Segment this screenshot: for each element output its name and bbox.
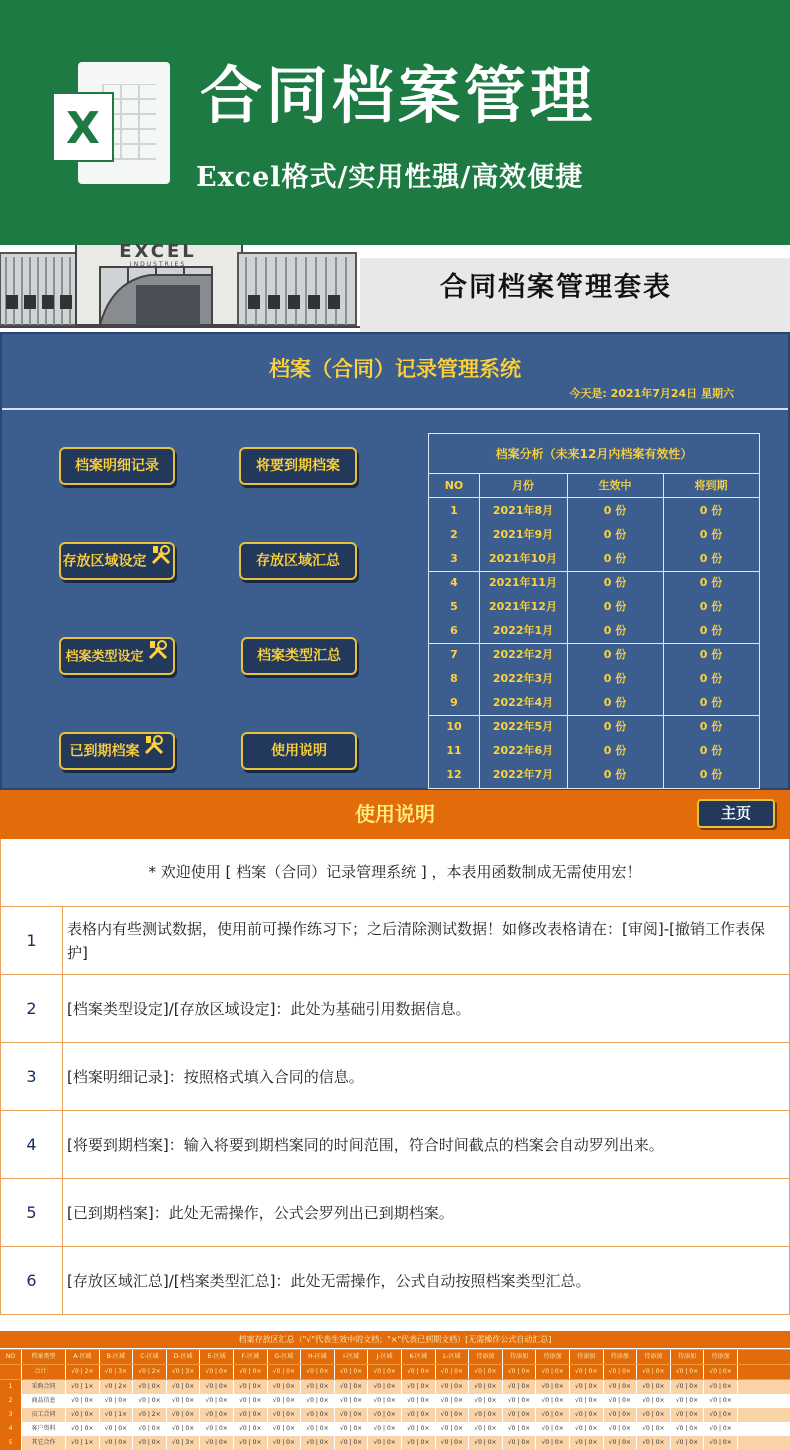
summary-cell: 客户资料 xyxy=(22,1422,66,1436)
summary-cell: √0 | 0× xyxy=(100,1422,134,1436)
analysis-cell-no: 4 xyxy=(450,576,458,589)
summary-cell: √0 | 0× xyxy=(368,1394,402,1408)
summary-cell: √0 | 0× xyxy=(301,1436,335,1450)
detail-record-label: 档案明细记录 xyxy=(75,458,159,474)
summary-cell: A-区域 xyxy=(66,1350,100,1364)
summary-cell: √0 | 0× xyxy=(301,1422,335,1436)
instruction-text: [将要到期档案]：输入将要到期档案同的时间范围，符合时间截点的档案会自动罗列出来。 xyxy=(67,1135,664,1154)
summary-cell: √0 | 0× xyxy=(301,1408,335,1422)
type-setting-label: 档案类型设定 xyxy=(65,649,144,665)
summary-cell: √0 | 0× xyxy=(436,1408,470,1422)
summary-cell: √0 | 0× xyxy=(469,1408,503,1422)
analysis-cell-no: 3 xyxy=(450,552,458,565)
analysis-cell-expiring: 0 份 xyxy=(699,504,723,517)
summary-cell: √0 | 0× xyxy=(200,1394,234,1408)
summary-cell: √0 | 0× xyxy=(167,1394,201,1408)
summary-cell: C-区域 xyxy=(133,1350,167,1364)
welcome-message: * 欢迎使用 [ 档案（合同）记录管理系统 ] ，本表用函数制成无需使用宏！ xyxy=(0,839,790,907)
summary-cell: √0 | 0× xyxy=(368,1422,402,1436)
home-button[interactable]: 主页 xyxy=(697,799,775,828)
summary-cell: √0 | 0× xyxy=(704,1380,738,1394)
analysis-cell-expiring: 0 份 xyxy=(699,768,723,781)
tools-icon xyxy=(143,734,165,769)
summary-cell: √0 | 0× xyxy=(402,1436,436,1450)
summary-cell: √0 | 0× xyxy=(335,1436,369,1450)
summary-cell: √0 | 0× xyxy=(503,1436,537,1450)
analysis-cell-active: 0 份 xyxy=(603,744,627,757)
summary-cell: √0 | 0× xyxy=(637,1422,671,1436)
analysis-cell-active: 0 份 xyxy=(603,552,627,565)
analysis-cell-month: 2021年9月 xyxy=(492,528,554,541)
manual-button[interactable] xyxy=(241,732,357,770)
analysis-cell-no: 9 xyxy=(450,696,458,709)
summary-cell: √0 | 0× xyxy=(637,1365,671,1379)
analysis-cell-expiring: 0 份 xyxy=(699,720,723,733)
summary-cell: L-区域 xyxy=(436,1350,470,1364)
analysis-cell-no: 5 xyxy=(450,600,458,613)
analysis-cell-month: 2022年7月 xyxy=(492,768,554,781)
summary-cell: √0 | 0× xyxy=(66,1408,100,1422)
summary-cell: √0 | 0× xyxy=(469,1422,503,1436)
instruction-number: 6 xyxy=(1,1247,63,1314)
summary-cell: √0 | 0× xyxy=(570,1365,604,1379)
analysis-cell-expiring: 0 份 xyxy=(699,648,723,661)
analysis-cell-active: 0 份 xyxy=(603,504,627,517)
summary-cell: √0 | 0× xyxy=(704,1408,738,1422)
summary-cell: √0 | 1× xyxy=(100,1408,134,1422)
summary-cell: √0 | 3× xyxy=(100,1365,134,1379)
banner-subtitle: Excel格式/实用性强/高效便捷 xyxy=(196,162,584,193)
summary-cell: 2 xyxy=(0,1394,22,1408)
summary-cell: √0 | 0× xyxy=(637,1436,671,1450)
summary-cell: √0 | 0× xyxy=(671,1408,705,1422)
summary-cell: √0 | 0× xyxy=(671,1394,705,1408)
expiring-archive-label: 将要到期档案 xyxy=(256,458,340,474)
analysis-cell-expiring: 0 份 xyxy=(699,552,723,565)
summary-cell: 5 xyxy=(0,1436,22,1450)
instruction-row xyxy=(0,1043,790,1111)
analysis-cell-month: 2022年6月 xyxy=(492,744,554,757)
type-summary-label: 档案类型汇总 xyxy=(257,648,341,664)
summary-cell: √0 | 0× xyxy=(268,1422,302,1436)
summary-cell: 员工合同 xyxy=(22,1408,66,1422)
summary-cell: 合计： xyxy=(22,1365,66,1379)
summary-cell: √0 | 0× xyxy=(402,1365,436,1379)
analysis-cell-expiring: 0 份 xyxy=(699,624,723,637)
instruction-number: 2 xyxy=(1,975,63,1042)
summary-cell: G-区域 xyxy=(268,1350,302,1364)
area-summary-table xyxy=(0,1331,790,1446)
dashboard-title: 档案（合同）记录管理系统 xyxy=(269,357,521,381)
summary-cell: √0 | 0× xyxy=(402,1380,436,1394)
summary-cell: √0 | 0× xyxy=(200,1365,234,1379)
area-summary-label: 存放区域汇总 xyxy=(256,553,340,569)
summary-row xyxy=(0,1394,790,1408)
analysis-cell-month: 2022年4月 xyxy=(492,696,554,709)
summary-cell: B-区域 xyxy=(100,1350,134,1364)
summary-row xyxy=(0,1408,790,1422)
analysis-cell-month: 2022年2月 xyxy=(492,648,554,661)
summary-cell: √0 | 0× xyxy=(604,1436,638,1450)
summary-cell: √0 | 0× xyxy=(604,1380,638,1394)
analysis-cell-active: 0 份 xyxy=(603,528,627,541)
analysis-header-no: NO xyxy=(444,479,464,492)
instruction-text: [存放区域汇总]/[档案类型汇总]：此处无需操作，公式自动按照档案类型汇总。 xyxy=(67,1271,591,1290)
dashboard-date: 今天是: 2021年7月24日 星期六 xyxy=(569,387,734,400)
summary-cell: √0 | 1× xyxy=(66,1380,100,1394)
summary-cell: √0 | 0× xyxy=(268,1436,302,1450)
analysis-cell-active: 0 份 xyxy=(603,696,627,709)
summary-cell: √0 | 0× xyxy=(200,1422,234,1436)
summary-cell: H-区域 xyxy=(301,1350,335,1364)
banner xyxy=(0,0,790,245)
summary-cell: 待添加 xyxy=(704,1350,738,1364)
summary-cell: √0 | 0× xyxy=(503,1365,537,1379)
analysis-cell-no: 11 xyxy=(446,744,462,757)
instruction-number: 4 xyxy=(1,1111,63,1178)
summary-cell: J-区域 xyxy=(368,1350,402,1364)
excel-logo-letter: X xyxy=(52,92,114,162)
analysis-cell-month: 2021年8月 xyxy=(492,504,554,517)
summary-cell: √0 | 0× xyxy=(167,1422,201,1436)
summary-cell: 商品信息 xyxy=(22,1394,66,1408)
summary-cell: √0 | 0× xyxy=(436,1436,470,1450)
summary-cell: 4 xyxy=(0,1422,22,1436)
summary-cell: √0 | 0× xyxy=(604,1394,638,1408)
summary-cell: √0 | 0× xyxy=(234,1394,268,1408)
summary-cell: √0 | 0× xyxy=(133,1422,167,1436)
factory-sign-line1: EXCEL xyxy=(119,241,197,262)
summary-title: 档案存放区汇总（"√"代表生效中的文档；"×"代表已到期文档）[无需操作公式自动汇总] xyxy=(0,1331,790,1349)
summary-cell: E-区域 xyxy=(200,1350,234,1364)
instruction-number: 3 xyxy=(1,1043,63,1110)
expiring-archive-button[interactable] xyxy=(239,447,357,485)
factory-sign-line2: INDUSTRIES xyxy=(129,261,187,268)
expired-archive-label: 已到期档案 xyxy=(69,743,140,760)
summary-cell: √0 | 0× xyxy=(570,1422,604,1436)
summary-header-row xyxy=(0,1350,790,1364)
title-strip xyxy=(0,241,790,332)
summary-cell: √0 | 0× xyxy=(66,1394,100,1408)
type-summary-button[interactable] xyxy=(241,637,357,675)
summary-cell: √0 | 0× xyxy=(402,1422,436,1436)
instruction-row xyxy=(0,1179,790,1247)
summary-cell: √0 | 2× xyxy=(100,1380,134,1394)
analysis-table xyxy=(428,433,760,789)
summary-cell: √0 | 0× xyxy=(301,1365,335,1379)
analysis-cell-expiring: 0 份 xyxy=(699,696,723,709)
summary-cell: √0 | 0× xyxy=(503,1408,537,1422)
analysis-cell-active: 0 份 xyxy=(603,648,627,661)
summary-cell: √0 | 0× xyxy=(436,1380,470,1394)
summary-cell: √0 | 3× xyxy=(167,1365,201,1379)
summary-cell: √0 | 0× xyxy=(301,1394,335,1408)
summary-cell: √0 | 0× xyxy=(200,1380,234,1394)
summary-cell: 采购合同 xyxy=(22,1380,66,1394)
summary-cell: √0 | 0× xyxy=(503,1380,537,1394)
summary-cell: √0 | 0× xyxy=(100,1436,134,1450)
summary-cell xyxy=(0,1365,22,1379)
summary-cell: 3 xyxy=(0,1408,22,1422)
analysis-cell-no: 12 xyxy=(446,768,462,781)
instruction-row xyxy=(0,1247,790,1315)
summary-cell: √0 | 0× xyxy=(234,1365,268,1379)
summary-cell: √0 | 0× xyxy=(268,1365,302,1379)
summary-cell: √0 | 0× xyxy=(200,1436,234,1450)
summary-cell: F-区域 xyxy=(234,1350,268,1364)
banner-title: 合同档案管理 xyxy=(200,59,597,132)
summary-row xyxy=(0,1436,790,1450)
area-setting-label: 存放区域设定 xyxy=(62,553,147,570)
analysis-cell-active: 0 份 xyxy=(603,672,627,685)
instruction-text: [档案类型设定]/[存放区域设定]：此处为基础引用数据信息。 xyxy=(67,999,471,1018)
instruction-row xyxy=(0,1111,790,1179)
summary-cell: √0 | 0× xyxy=(570,1408,604,1422)
expired-archive-button[interactable] xyxy=(59,732,175,770)
instruction-number: 1 xyxy=(1,907,63,974)
analysis-cell-month: 2021年11月 xyxy=(489,576,557,589)
summary-cell: √0 | 0× xyxy=(436,1422,470,1436)
summary-cell: √0 | 0× xyxy=(671,1436,705,1450)
summary-cell: √0 | 0× xyxy=(402,1408,436,1422)
summary-cell: 待添加 xyxy=(570,1350,604,1364)
summary-cell: √0 | 0× xyxy=(604,1408,638,1422)
analysis-cell-month: 2022年3月 xyxy=(492,672,554,685)
instruction-text: [已到期档案]：此处无需操作，公式会罗列出已到期档案。 xyxy=(67,1203,454,1222)
summary-cell: √0 | 0× xyxy=(604,1365,638,1379)
summary-cell: √0 | 0× xyxy=(704,1365,738,1379)
summary-cell: √0 | 0× xyxy=(536,1436,570,1450)
analysis-cell-expiring: 0 份 xyxy=(699,744,723,757)
summary-cell: D-区域 xyxy=(167,1350,201,1364)
summary-cell: √0 | 0× xyxy=(637,1380,671,1394)
summary-cell: √0 | 0× xyxy=(536,1422,570,1436)
summary-cell: √0 | 0× xyxy=(604,1422,638,1436)
summary-cell: √0 | 0× xyxy=(66,1422,100,1436)
summary-cell: √0 | 0× xyxy=(234,1408,268,1422)
analysis-title: 档案分析（未来12月内档案有效性） xyxy=(429,434,759,474)
analysis-header-active: 生效中 xyxy=(598,479,632,492)
analysis-cell-no: 8 xyxy=(450,672,458,685)
manual-label: 使用说明 xyxy=(271,743,327,759)
analysis-cell-active: 0 份 xyxy=(603,600,627,613)
instructions-header xyxy=(0,790,790,839)
summary-cell: √0 | 1× xyxy=(66,1436,100,1450)
instruction-row xyxy=(0,975,790,1043)
summary-cell: √0 | 3× xyxy=(167,1436,201,1450)
summary-cell: 1 xyxy=(0,1380,22,1394)
dashboard-header xyxy=(2,334,788,410)
summary-cell: √0 | 0× xyxy=(503,1394,537,1408)
summary-cell: √0 | 0× xyxy=(200,1408,234,1422)
summary-cell: √0 | 0× xyxy=(368,1436,402,1450)
analysis-cell-active: 0 份 xyxy=(603,624,627,637)
summary-cell: 档案类型 xyxy=(22,1350,66,1364)
summary-cell: √0 | 0× xyxy=(536,1365,570,1379)
analysis-cell-no: 10 xyxy=(446,720,462,733)
summary-cell: 待添加 xyxy=(604,1350,638,1364)
summary-cell: √0 | 2× xyxy=(66,1365,100,1379)
analysis-cell-month: 2021年10月 xyxy=(489,552,557,565)
analysis-cell-active: 0 份 xyxy=(603,576,627,589)
type-setting-button[interactable] xyxy=(59,637,175,675)
summary-cell: NO xyxy=(0,1350,22,1364)
strip-title: 合同档案管理套表 xyxy=(440,272,672,303)
summary-cell: √0 | 0× xyxy=(368,1380,402,1394)
summary-cell: √0 | 0× xyxy=(469,1394,503,1408)
summary-cell: √0 | 0× xyxy=(133,1380,167,1394)
area-setting-button[interactable] xyxy=(59,542,175,580)
analysis-header-expiring: 将到期 xyxy=(694,479,728,492)
summary-cell: 待添加 xyxy=(469,1350,503,1364)
analysis-cell-month: 2022年1月 xyxy=(492,624,554,637)
analysis-cell-expiring: 0 份 xyxy=(699,528,723,541)
instruction-text: 表格内有些测试数据，使用前可操作练习下；之后清除测试数据！如修改表格请在：[审阅]-[撤销工作表保护] xyxy=(67,919,765,962)
summary-cell: 待添加 xyxy=(503,1350,537,1364)
tools-icon xyxy=(150,544,172,579)
factory-sign xyxy=(100,243,216,269)
analysis-cell-no: 1 xyxy=(450,504,458,517)
summary-cell: √0 | 0× xyxy=(704,1436,738,1450)
summary-cell: √0 | 0× xyxy=(503,1422,537,1436)
summary-cell: √0 | 0× xyxy=(301,1380,335,1394)
summary-cell: 待添加 xyxy=(671,1350,705,1364)
summary-cell: √0 | 0× xyxy=(570,1394,604,1408)
summary-cell: √0 | 0× xyxy=(469,1380,503,1394)
instructions-section xyxy=(0,790,790,1316)
summary-cell: √0 | 0× xyxy=(704,1394,738,1408)
summary-cell: 其它合作 xyxy=(22,1436,66,1450)
instruction-text: [档案明细记录]：按照格式填入合同的信息。 xyxy=(67,1067,364,1086)
analysis-cell-no: 2 xyxy=(450,528,458,541)
summary-cell: √0 | 0× xyxy=(637,1394,671,1408)
summary-cell: √0 | 0× xyxy=(133,1394,167,1408)
summary-cell: 待添加 xyxy=(637,1350,671,1364)
summary-cell: √0 | 0× xyxy=(167,1408,201,1422)
summary-cell: √0 | 0× xyxy=(167,1380,201,1394)
analysis-cell-no: 6 xyxy=(450,624,458,637)
analysis-cell-expiring: 0 份 xyxy=(699,600,723,613)
summary-cell: √0 | 0× xyxy=(637,1408,671,1422)
analysis-cell-no: 7 xyxy=(450,648,458,661)
analysis-cell-expiring: 0 份 xyxy=(699,576,723,589)
summary-cell: √0 | 0× xyxy=(335,1408,369,1422)
summary-cell: √0 | 0× xyxy=(469,1436,503,1450)
summary-cell: √0 | 0× xyxy=(133,1436,167,1450)
summary-cell: I-区域 xyxy=(335,1350,369,1364)
analysis-cell-expiring: 0 份 xyxy=(699,672,723,685)
summary-cell: 待添加 xyxy=(536,1350,570,1364)
instruction-row xyxy=(0,907,790,975)
summary-cell: √0 | 0× xyxy=(234,1422,268,1436)
summary-cell: √0 | 0× xyxy=(268,1380,302,1394)
summary-cell: √0 | 0× xyxy=(436,1394,470,1408)
instruction-number: 5 xyxy=(1,1179,63,1246)
summary-cell: √0 | 0× xyxy=(536,1408,570,1422)
summary-cell: K-区域 xyxy=(402,1350,436,1364)
summary-cell: √0 | 0× xyxy=(436,1365,470,1379)
analysis-cell-active: 0 份 xyxy=(603,768,627,781)
summary-cell: √0 | 0× xyxy=(536,1394,570,1408)
summary-cell: √0 | 0× xyxy=(368,1365,402,1379)
summary-cell: √0 | 2× xyxy=(133,1365,167,1379)
summary-cell: √0 | 0× xyxy=(570,1436,604,1450)
summary-cell: √0 | 0× xyxy=(100,1394,134,1408)
summary-cell: √0 | 0× xyxy=(536,1380,570,1394)
summary-cell: √0 | 0× xyxy=(671,1380,705,1394)
summary-cell: √0 | 0× xyxy=(268,1408,302,1422)
analysis-header-month: 月份 xyxy=(512,479,534,492)
summary-cell: √0 | 0× xyxy=(402,1394,436,1408)
analysis-cell-month: 2022年5月 xyxy=(492,720,554,733)
tools-icon xyxy=(147,639,169,674)
dashboard xyxy=(0,332,790,790)
summary-cell: √0 | 0× xyxy=(704,1422,738,1436)
summary-cell: √0 | 0× xyxy=(335,1394,369,1408)
summary-cell: √0 | 0× xyxy=(335,1422,369,1436)
summary-cell: √0 | 0× xyxy=(671,1365,705,1379)
summary-row xyxy=(0,1422,790,1436)
summary-cell: √0 | 0× xyxy=(570,1380,604,1394)
detail-record-button[interactable] xyxy=(59,447,175,485)
summary-row xyxy=(0,1380,790,1394)
analysis-cell-month: 2021年12月 xyxy=(489,600,557,613)
summary-cell: √0 | 2× xyxy=(133,1408,167,1422)
excel-logo-icon xyxy=(52,62,170,184)
summary-cell: √0 | 0× xyxy=(234,1436,268,1450)
summary-cell: √0 | 0× xyxy=(268,1394,302,1408)
summary-cell: √0 | 0× xyxy=(469,1365,503,1379)
summary-cell: √0 | 0× xyxy=(671,1422,705,1436)
area-summary-button[interactable] xyxy=(239,542,357,580)
summary-total-row xyxy=(0,1365,790,1379)
analysis-cell-active: 0 份 xyxy=(603,720,627,733)
summary-cell: √0 | 0× xyxy=(335,1365,369,1379)
summary-cell: √0 | 0× xyxy=(335,1380,369,1394)
instructions-title: 使用说明 xyxy=(355,802,435,826)
summary-cell: √0 | 0× xyxy=(368,1408,402,1422)
summary-cell: √0 | 0× xyxy=(234,1380,268,1394)
